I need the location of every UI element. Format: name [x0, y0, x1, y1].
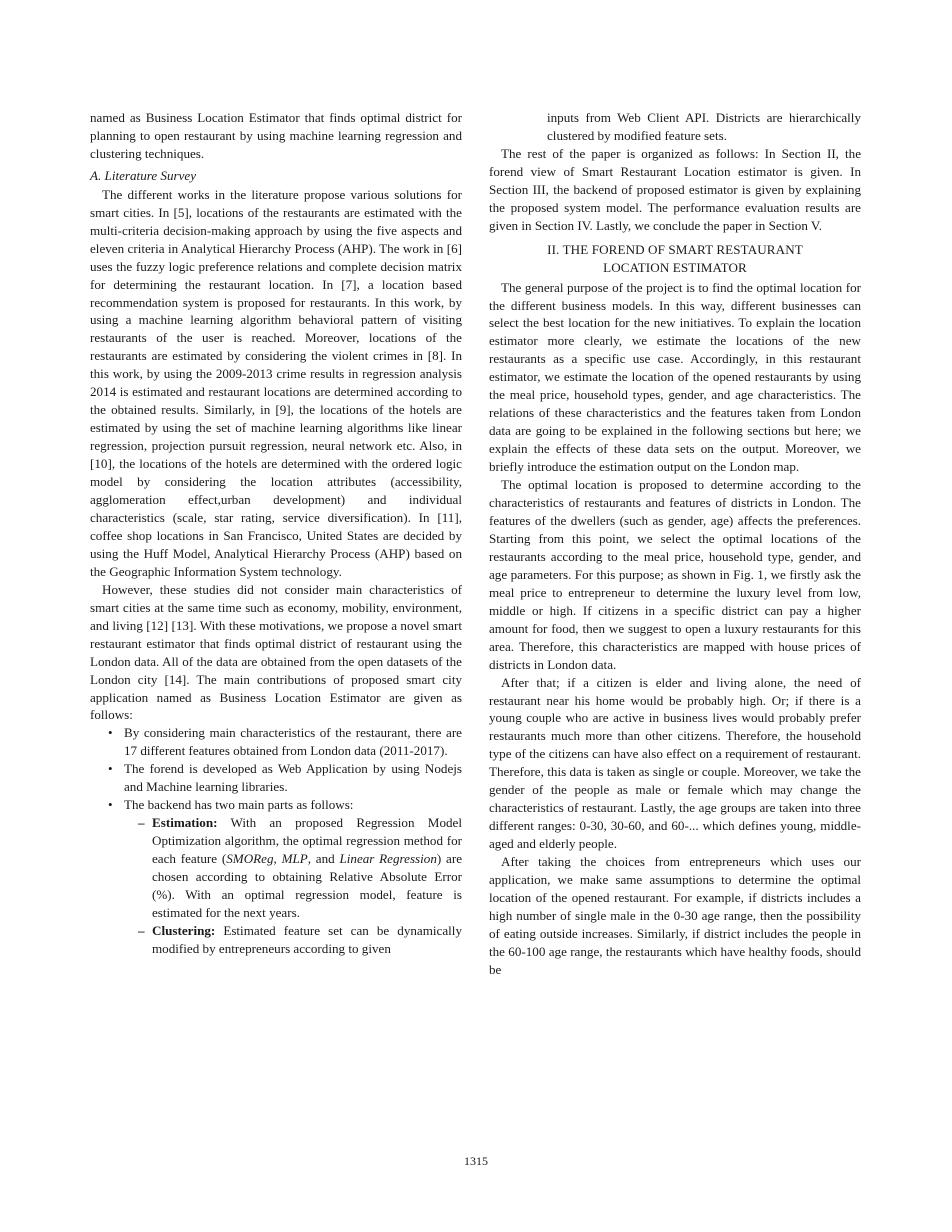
intro-tail-paragraph: named as Business Location Estimator that finds optimal district for planning to open restaurant by using machine learning regression and clustering techniques.: [90, 110, 462, 161]
contributions-list: [90, 724, 462, 957]
clustering-label: Clustering:: [152, 922, 216, 938]
section-heading-line-1: II. THE FOREND OF SMART RESTAURANT: [547, 241, 803, 257]
estimation-text-1: With an proposed Regression Model Optimization algorithm, the optimal regression method for each feature (: [152, 815, 462, 867]
clustering-continuation: inputs from Web Client API. Districts are hierarchically clustered by modified feature sets.: [547, 110, 861, 143]
literature-survey-paragraph: The different works in the literature propose various solutions for smart cities. In [5], locations of the restaurants are estimated with the multi-criteria decision-making approach by using the five aspects and eleven criteria in Analytical Hierarchy Process (AHP). The work in [6] uses the fuzzy logic preference relations and complete decision matrix for determining the restaurant location. In [7], a location based recommendation system is proposed for restaurants. In this work, by using a machine learning algorithm behavioral pattern of visiting restaurants of the user is reached. Moreover, locations of the restaurants are estimated by considering the violent crimes in [8]. In this work, by using the 2009-2013 crime results in regression analysis 2014 is estimated and restaurant locations are determined according to the obtained results. Similarly, in [9], the locations of the hotels are estimated by using the set of machine learning algorithms like linear regression, projection pursuit regression, neural network etc. Also, in [10], the locations of the hotels are determined with the ordered logic model by considering the location attributes (accessibility, agglomeration effect,urban development) and individual characteristics (scale, star rating, service diversification). In [11], coffee shop locations in San Francisco, United States are decided by using the Huff Model, Analytical Hierarchy Process (AHP) based on the Geographic Information System technology.: [90, 186, 462, 579]
household-paragraph: After that; if a citizen is elder and living alone, the need of restaurant near his home would be probably high. Or; if there is a young couple who are active in business lives would probably prefer restaurants much more than other citizens. Therefore, the household type of the citizens can have also effect on a requirement of restaurant. Therefore, this data is taken as single or couple. Moreover, we take the gender of the people as male or female which may change the characteristics of restaurant. Lastly, the age groups are taken into three different ranges: 0-30, 30-60, and 60-... which defines young, middle-aged and elderly people.: [489, 674, 861, 852]
method-smoreg: SMOReg: [226, 851, 274, 867]
backend-parts-list: [124, 814, 462, 958]
estimation-label: Estimation:: [152, 815, 218, 831]
page-number: 1315: [464, 1154, 488, 1168]
purpose-paragraph: The general purpose of the project is to find the optimal location for the different business models. In this way, different businesses can select the best location for the new initiatives. To explain the location estimator more clearly, we estimate the locations of the new restaurants as a specific use case. Accordingly, in this restaurant estimator, we estimate the location of the opened restaurants by using the meal price, household types, gender, and age characteristics. The relations of these characteristics and the features taken from London data are going to be explained in the following sections but here; we explain the effects of these data sets on the output. Moreover, we briefly introduce the estimation output on the London map.: [489, 279, 861, 475]
method-separator-1: ,: [273, 851, 282, 867]
left-column: [90, 109, 462, 958]
right-column: [489, 109, 861, 979]
clustering-item: [152, 922, 462, 958]
clustering-text: Estimated feature set can be dynamically modified by entrepreneurs according to given: [152, 922, 462, 956]
estimation-text-2: ) are chosen according to obtaining Relative Absolute Error (%). With an optimal regression model, feature is estimated for the next years.: [152, 851, 463, 920]
subsection-title: A. Literature Survey: [90, 167, 197, 183]
estimation-item: [152, 814, 462, 922]
method-separator-2: , and: [307, 851, 340, 867]
method-mlp: MLP: [281, 851, 308, 867]
backend-item-text: The backend has two main parts as follows:: [124, 797, 354, 813]
contribution-item-forend: • The forend is developed as Web Application by using Nodejs and Machine learning libraries.: [124, 760, 462, 796]
section-heading-line-2: LOCATION ESTIMATOR: [603, 259, 747, 275]
motivation-paragraph: However, these studies did not consider main characteristics of smart cities at the same time such as economy, mobility, environment, and living [12] [13]. With these motivations, we propose a novel smart restaurant estimator that finds optimal district of restaurant using the London data. All of the data are obtained from the open datasets of the London city [14]. The main contributions of proposed smart city application named as Business Location Estimator are given as follows:: [90, 581, 462, 723]
contribution-item-backend: [124, 796, 462, 958]
assumptions-paragraph: After taking the choices from entrepreneurs which uses our application, we make same assumptions to determine the optimal location of the opened restaurant. For example, if districts includes a high number of single male in the 0-30 age range, then the possibility of eating outside increases. Similarly, if district includes the people in the 60-100 age range, the restaurants which have healthy foods, should be: [489, 854, 861, 977]
contribution-item-features: • By considering main characteristics of the restaurant, there are 17 different features obtained from London data (2011-2017).: [124, 724, 462, 760]
section-heading: [489, 241, 861, 277]
organization-paragraph: The rest of the paper is organized as follows: In Section II, the forend view of Smart Restaurant Location estimator is given. In Section III, the backend of proposed estimator is given by explaining the proposed system model. The performance evaluation results are given in Section IV. Lastly, we conclude the paper in Section V.: [489, 145, 861, 233]
method-linear-regression: Linear Regression: [339, 851, 437, 867]
optimal-location-paragraph: The optimal location is proposed to determine according to the characteristics of restaurants and features of districts in London. The features of the dwellers (such as gender, age) affects the preferences. Starting from this point, we select the optimal locations of the restaurants according to the meal price, household type, gender, and age parameters. For this purpose; as shown in Fig. 1, we firstly ask the meal price to entrepreneur to determine the luxury level from low, middle or high. If citizens in a specific district can pay a higher amount for food, then we suggest to open a luxury restaurants for this area. Therefore, this characteristics are mapped with house prices of districts in London data.: [489, 477, 861, 672]
